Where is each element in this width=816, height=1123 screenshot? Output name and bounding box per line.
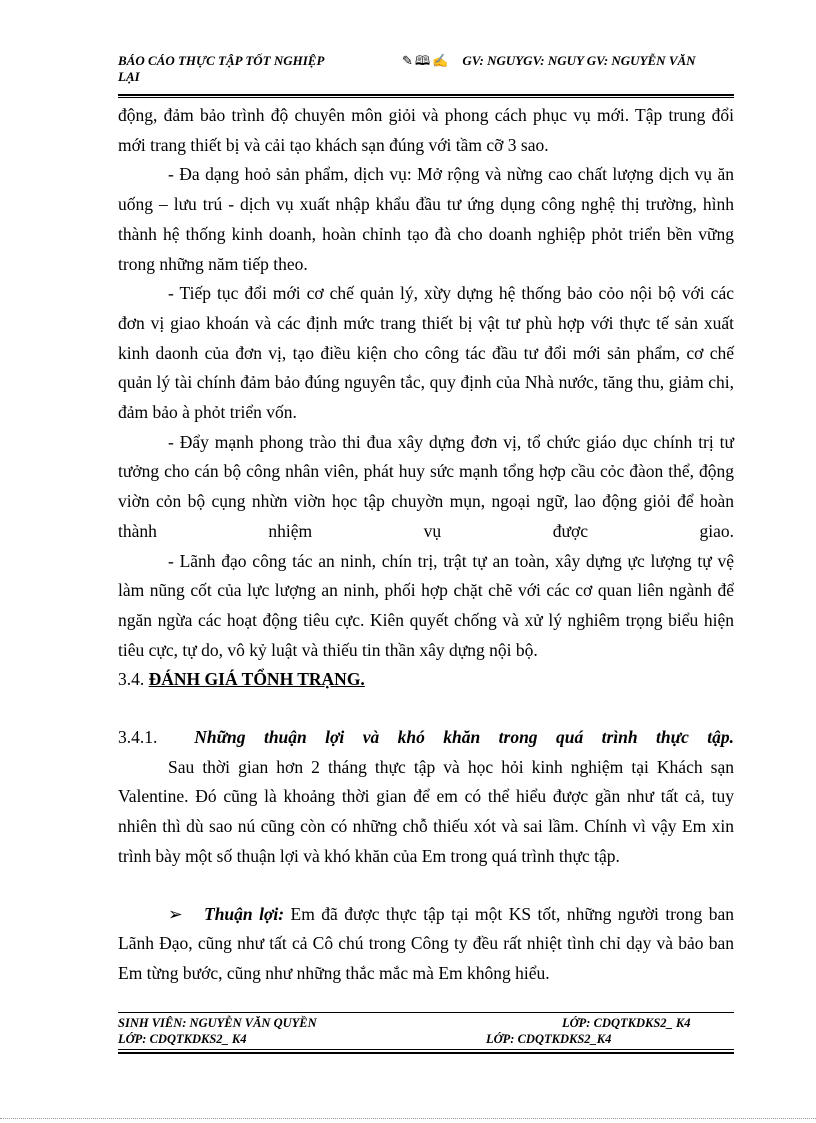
paragraph: Sau thời gian hơn 2 tháng thực tập và học hỏi kinh nghiệm tại Khách sạn Valentine. Đó cũng là khoảng thời gian để em có thể hiểu được gần như tất cả, tuy nhiên thì dù sao nú cũng còn có những chỗ thiếu xót và sai lầm. Chính vì vậy Em xin trình bày một số thuận lợi và khó khăn của Em trong quá trình thực tập. bbox=[118, 756, 734, 866]
arrow-bullet-icon: ➢ bbox=[168, 903, 183, 924]
book-quill-icon: ✎🕮✍ bbox=[402, 53, 451, 68]
footer-rule bbox=[118, 1049, 734, 1050]
student-name: SINH VIÊN: NGUYỄN VĂN QUYỀN bbox=[118, 1016, 317, 1030]
paragraph: động, đảm bảo trình độ chuyên môn giỏi và phong cách phục vụ mới. Tập trung đổi mới trang thiết bị và cải tạo khách sạn đúng với tầm cỡ 3 sao. bbox=[118, 105, 734, 155]
section-title: ĐÁNH GIÁ TỔNH TRẠNG. bbox=[148, 669, 365, 690]
header-right bbox=[402, 53, 742, 69]
advantage-label: Thuận lợi: bbox=[204, 903, 285, 924]
page-footer bbox=[118, 1015, 734, 1047]
page-header bbox=[118, 53, 734, 93]
footer-class: LỚP: CDQTKDKS2_ K4 bbox=[562, 1016, 691, 1030]
footer-rule-top bbox=[118, 1012, 734, 1013]
advantage-text: Em đã được thực tập tại một KS tốt, những người trong ban Lãnh Đạo, cũng như tất cả Cô chú trong Công ty đều rất nhiệt tình chỉ dạy và bảo ban Em từng bước, cũng như những thắc mắc mà Em không hiểu. bbox=[118, 903, 734, 983]
header-rule-thin bbox=[118, 97, 734, 98]
instructor-label: GV: NGUYGV: NGUY GV: NGUYỄN VĂN bbox=[462, 53, 696, 68]
subsection-number: 3.4.1. bbox=[118, 727, 158, 748]
report-title: BÁO CÁO THỰC TẬP TỐT NGHIỆP LẠI bbox=[118, 53, 324, 84]
header-rule bbox=[118, 94, 734, 96]
section-number: 3.4. bbox=[118, 669, 145, 690]
subsection-title: Những thuận lợi và khó khăn trong quá trình thực tập. bbox=[194, 727, 735, 748]
subsection-heading bbox=[118, 723, 734, 753]
footer-class: LỚP: CDQTKDKS2_K4 bbox=[486, 1032, 612, 1046]
advantage-item bbox=[118, 900, 734, 989]
paragraph: - Đa dạng hoỏ sản phẩm, dịch vụ: Mở rộng và nừng cao chất lượng dịch vụ ăn uống – lưu trú - dịch vụ xuất nhập khẩu đầu tư ứng dụng công nghệ thị trường, hình thành hệ thống kinh doanh, hoàn chỉnh tạo đà cho doanh nghiệp phỏt triển bền vững trong những năm tiếp theo. bbox=[118, 164, 734, 274]
section-heading bbox=[118, 665, 734, 695]
paragraph: - Lãnh đạo công tác an ninh, chín trị, trật tự an toàn, xây dựng ực lượng tự vệ làm nũng cốt của lực lượng an ninh, phối hợp chặt chẽ với các cơ quan liên ngành để ngăn ngừa các hoạt động tiêu cực. Kiên quyết chống và xử lý nghiêm trọng biểu hiện tiêu cực, tự do, vô kỷ luật và thiếu tin thần xây dựng nội bộ. bbox=[118, 550, 734, 660]
document-body bbox=[118, 101, 734, 989]
paragraph: - Đẩy mạnh phong trào thi đua xây dựng đơn vị, tổ chức giáo dục chính trị tư tưởng cho cán bộ công nhân viên, phát huy sức mạnh tổng hợp cầu cỏc đàon thể, động viờn cỏn bộ cụng nhừn viờn học tập chuyờn mụn, ngoại ngữ, lao động giỏi để hoàn thành nhiệm vụ được giao. bbox=[118, 431, 734, 541]
page-break-line bbox=[0, 1118, 816, 1119]
paragraph: - Tiếp tục đổi mới cơ chế quản lý, xừy dựng hệ thống bảo cỏo nội bộ với các đơn vị giao khoán và các định mức trang thiết bị vật tư phù hợp với thực tế sản xuất kinh daonh của đơn vị, tạo điều kiện cho công tác đầu tư đổi mới sản phẩm, cơ chế quản lý tài chính đảm bảo đúng nguyên tắc, quy định của Nhà nước, tăng thu, giảm chi, đảm bảo à phỏt triển vốn. bbox=[118, 283, 734, 423]
footer-class: LỚP: CDQTKDKS2_ K4 bbox=[118, 1032, 247, 1046]
footer-rule-thick bbox=[118, 1052, 734, 1054]
